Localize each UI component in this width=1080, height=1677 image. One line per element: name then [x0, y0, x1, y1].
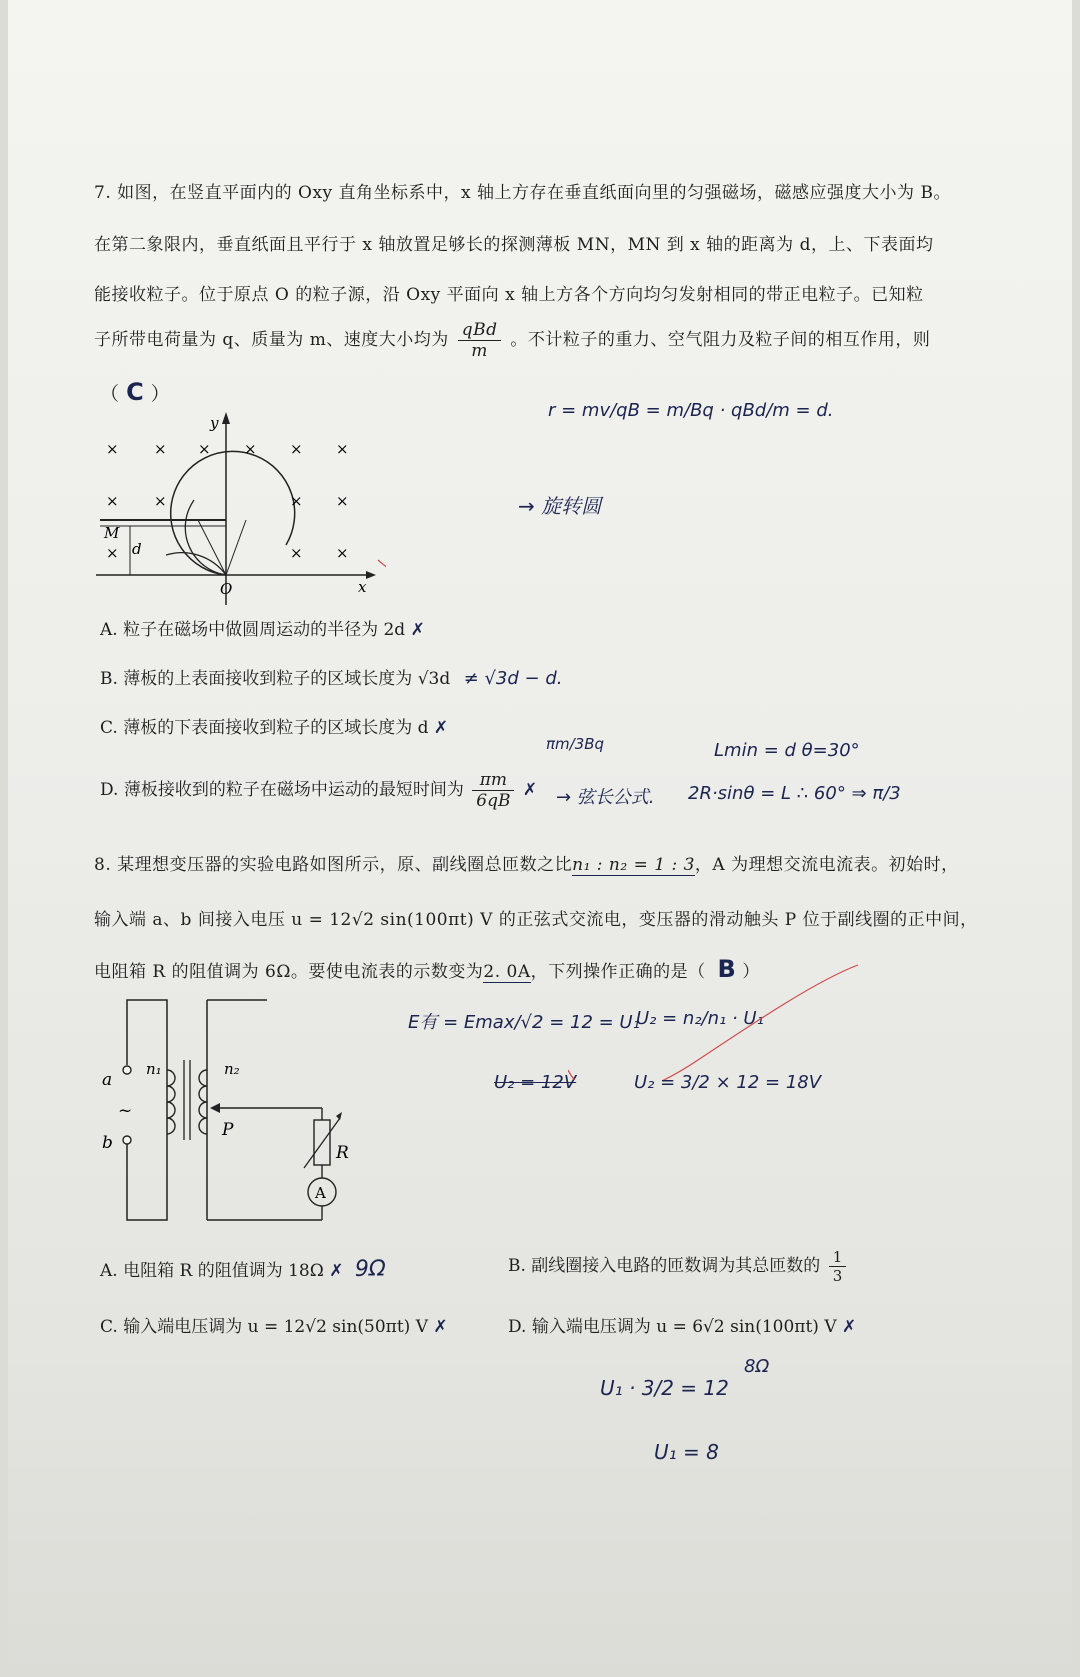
- speed-numerator: qBd: [458, 320, 502, 341]
- q7-option-d-fraction: [472, 770, 514, 811]
- field-cross: ×: [154, 440, 167, 458]
- field-cross: ×: [290, 544, 303, 562]
- wrong-mark: ✗: [329, 1261, 344, 1281]
- field-cross: ×: [106, 440, 119, 458]
- q7-option-d: [100, 770, 537, 811]
- q7-option-b: [100, 664, 562, 689]
- bracket-close: ）: [150, 383, 171, 405]
- b-numerator: 1: [829, 1248, 847, 1267]
- wrong-mark: ✗: [522, 780, 538, 800]
- q7-line-4-a: 子所带电荷量为 q、质量为 m、速度大小均为: [94, 330, 449, 350]
- hw-d-note-2: → 弦长公式.: [556, 787, 655, 808]
- n2-label: n₂: [224, 1060, 240, 1078]
- q7-option-d-text: D. 薄板接收到的粒子在磁场中运动的最短时间为: [100, 780, 464, 800]
- terminal-b-label: b: [102, 1133, 113, 1153]
- hw-d-note-1: πm/3Bq: [546, 735, 605, 753]
- n1-label: n₁: [146, 1060, 162, 1078]
- speed-denominator: m: [471, 341, 488, 361]
- q8-line-1-b: ，A 为理想交流电流表。初始时，: [694, 855, 959, 875]
- field-cross: ×: [290, 440, 303, 458]
- q8-option-b-fraction: [829, 1248, 847, 1285]
- q7-line-4: [94, 320, 930, 361]
- hw-u1-equation: U₁ · 3/2 = 12: [600, 1376, 729, 1400]
- q8-option-b: [508, 1248, 849, 1285]
- x-axis-label: x: [358, 578, 367, 596]
- q8-option-d: [508, 1312, 856, 1337]
- transformer-circuit-diagram: [92, 990, 382, 1240]
- target-current: 2. 0A: [483, 962, 531, 982]
- speed-fraction: [458, 320, 502, 361]
- hw-d-note-4: 2R·sinθ = L ∴ 60° ⇒ π/3: [688, 783, 901, 804]
- hw-u2-struck: U₂ = 12V: [494, 1072, 577, 1093]
- q7-option-c-text: C. 薄板的下表面接收到粒子的区域长度为 d: [100, 718, 429, 738]
- field-cross: ×: [154, 492, 167, 510]
- hw-option-b-note: ≠ √3d − d.: [463, 668, 563, 689]
- wrong-mark: ✗: [842, 1317, 857, 1337]
- ammeter-label: A: [315, 1184, 326, 1202]
- q8-option-d-text: D. 输入端电压调为 u = 6√2 sin(100πt) V: [508, 1317, 837, 1337]
- q7-line-3: 能接收粒子。位于原点 O 的粒子源，沿 Oxy 平面向 x 轴上方各个方向均匀发射相同的带正电粒子。已知粒: [94, 285, 924, 305]
- hw-r-note: 8Ω: [744, 1356, 770, 1377]
- q8-line-3-a: 电阻箱 R 的阻值调为 6Ω。要使电流表的示数变为: [94, 962, 484, 982]
- slider-p-label: P: [222, 1120, 234, 1140]
- plate-label-m: M: [104, 524, 120, 542]
- hw-d-note-3: Lmin = d θ=30°: [714, 740, 860, 761]
- q7-answer-bracket: [100, 378, 170, 406]
- field-cross: ×: [106, 544, 119, 562]
- turns-ratio: n₁ : n₂ = 1 : 3: [572, 855, 695, 875]
- b-denominator: 3: [832, 1267, 843, 1285]
- ac-source-symbol: ~: [118, 1101, 133, 1121]
- distance-label: d: [132, 540, 142, 558]
- hw-rotate-note: → 旋转圆: [518, 494, 602, 518]
- hw-u2-formula: U₂ = n₂/n₁ · U₁: [636, 1008, 764, 1029]
- hw-u1-value: U₁ = 8: [654, 1440, 719, 1464]
- red-scribble-line: [568, 960, 868, 1080]
- q8-option-a: [100, 1256, 386, 1282]
- q7-option-a: [100, 615, 425, 640]
- q7-line-2: 在第二象限内，垂直纸面且平行于 x 轴放置足够长的探测薄板 MN，MN 到 x 轴的距离为 d，上、下表面均: [94, 235, 934, 255]
- hw-option-a-note: 9Ω: [354, 1257, 386, 1282]
- q7-option-b-text: B. 薄板的上表面接收到粒子的区域长度为 √3d: [100, 669, 451, 689]
- q8-line-1: [94, 850, 959, 875]
- q8-line-3-c: ）: [742, 962, 760, 982]
- terminal-a-label: a: [102, 1070, 113, 1090]
- y-axis-label: y: [210, 414, 219, 432]
- bracket-open: （: [100, 383, 120, 405]
- field-cross: ×: [106, 492, 119, 510]
- q7-option-c: [100, 713, 448, 738]
- wrong-mark: ✗: [410, 620, 425, 640]
- q8-line-2: 输入端 a、b 间接入电压 u = 12√2 sin(100πt) V 的正弦式交流电，变压器的滑动触头 P 位于副线圈的正中间，: [94, 910, 978, 930]
- origin-label: O: [220, 580, 233, 598]
- q7-answer-mark: C: [126, 378, 145, 406]
- q8-answer-mark: B: [717, 955, 737, 983]
- q7-line-4-b: 。不计粒子的重力、空气阻力及粒子间的相互作用，则: [510, 330, 931, 350]
- field-cross: ×: [290, 492, 303, 510]
- hw-effective-voltage: E有 = Emax/√2 = 12 = U₁: [408, 1012, 640, 1033]
- d-numerator: πm: [472, 770, 514, 791]
- field-cross: ×: [244, 440, 257, 458]
- q8-option-c-text: C. 输入端电压调为 u = 12√2 sin(50πt) V: [100, 1317, 428, 1337]
- d-denominator: 6qB: [476, 791, 511, 811]
- wrong-mark: ✗: [433, 1317, 448, 1337]
- q7-line-1: 7. 如图，在竖直平面内的 Oxy 直角坐标系中，x 轴上方存在垂直纸面向里的匀强磁场，磁感应强度大小为 B。: [94, 183, 951, 203]
- q7-magnetic-field-diagram: [86, 410, 386, 610]
- q7-option-a-text: A. 粒子在磁场中做圆周运动的半径为 2d: [100, 620, 406, 640]
- wrong-mark: ✗: [433, 718, 449, 738]
- q8-line-3-b: ，下列操作正确的是（: [530, 962, 706, 982]
- paper-sheet: [8, 0, 1072, 1677]
- field-cross: ×: [198, 440, 211, 458]
- hw-u2-value: U₂ = 3/2 × 12 = 18V: [634, 1072, 822, 1093]
- q8-option-a-text: A. 电阻箱 R 的阻值调为 18Ω: [100, 1261, 324, 1281]
- resistor-label: R: [336, 1143, 349, 1163]
- field-cross: ×: [336, 544, 349, 562]
- q8-option-c: [100, 1312, 448, 1337]
- q8-option-b-text: B. 副线圈接入电路的匝数调为其总匝数的: [508, 1256, 821, 1276]
- hw-radius-formula: r = mv/qB = m/Bq · qBd/m = d.: [548, 400, 834, 421]
- field-cross: ×: [336, 440, 349, 458]
- field-cross: ×: [336, 492, 349, 510]
- q8-line-1-a: 8. 某理想变压器的实验电路如图所示，原、副线圈总匝数之比: [94, 855, 573, 875]
